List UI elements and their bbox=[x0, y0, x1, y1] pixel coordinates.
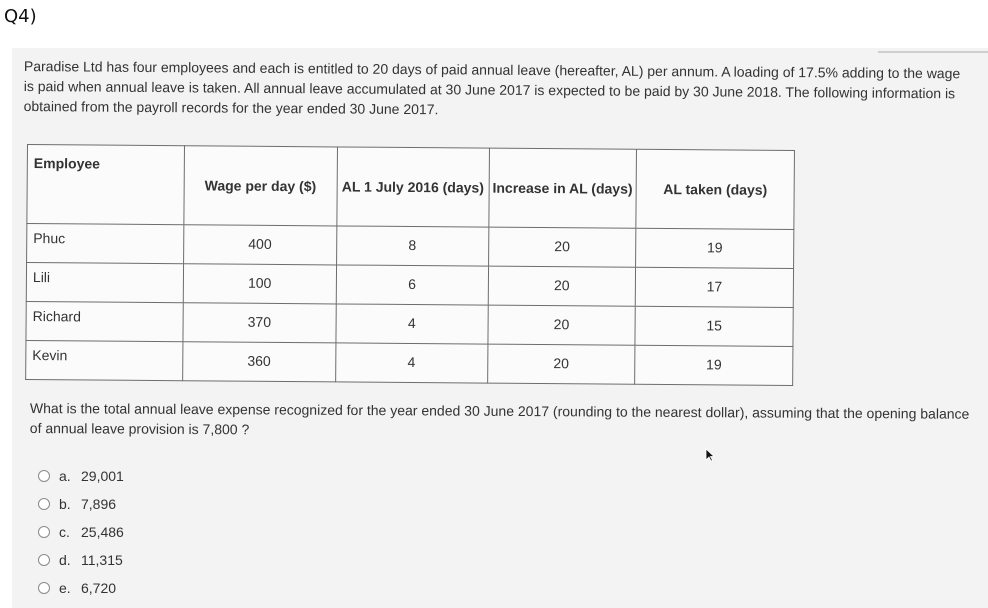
cell-al-increase: 20 bbox=[488, 305, 636, 345]
option-text: 11,315 bbox=[81, 552, 123, 568]
radio-button[interactable] bbox=[38, 498, 50, 510]
option-text: 6,720 bbox=[81, 580, 117, 596]
page-edge-line bbox=[878, 51, 988, 53]
option-text: 7,896 bbox=[81, 496, 117, 512]
payroll-table bbox=[25, 144, 795, 386]
cell-al-taken: 19 bbox=[635, 345, 793, 385]
cell-al-increase: 20 bbox=[488, 227, 636, 267]
table-row bbox=[26, 263, 793, 308]
header-al-opening: AL 1 July 2016 (days) bbox=[337, 147, 490, 227]
radio-button[interactable] bbox=[38, 582, 50, 594]
header-al-increase: Increase in AL (days) bbox=[489, 148, 637, 228]
answer-option-b[interactable] bbox=[38, 490, 124, 518]
table-row bbox=[26, 340, 793, 385]
option-letter: c. bbox=[59, 524, 70, 540]
cell-al-opening: 8 bbox=[336, 226, 488, 266]
header-wage: Wage per day ($) bbox=[184, 146, 337, 226]
header-al-taken: AL taken (days) bbox=[636, 149, 794, 229]
cell-al-taken: 19 bbox=[636, 228, 794, 268]
cell-al-opening: 6 bbox=[336, 265, 488, 305]
answer-option-c[interactable] bbox=[38, 518, 124, 546]
option-letter: d. bbox=[59, 552, 71, 568]
answer-options bbox=[38, 462, 124, 602]
option-text: 29,001 bbox=[81, 468, 124, 484]
mouse-pointer-icon bbox=[705, 448, 715, 462]
question-intro: Paradise Ltd has four employees and each is entitled to 20 days of paid annual leave (hereafter, AL) per annum. A loading of 17.5% adding to the wage is paid when annual leave is taken. All annual leave accumulated at 30 June 2017 is expected to be paid by 30 June 2018. The following information is obtained from the payroll records for the year ended 30 June 2017. bbox=[23, 57, 961, 118]
radio-button[interactable] bbox=[38, 554, 50, 566]
cell-al-taken: 15 bbox=[635, 306, 793, 346]
cell-al-increase: 20 bbox=[487, 344, 635, 384]
cell-al-opening: 4 bbox=[336, 304, 488, 344]
radio-button[interactable] bbox=[38, 526, 50, 538]
option-letter: a. bbox=[59, 468, 71, 484]
answer-option-e[interactable] bbox=[38, 574, 124, 602]
option-letter: b. bbox=[59, 496, 71, 512]
question-photo bbox=[12, 48, 988, 608]
cell-wage: 100 bbox=[183, 264, 336, 304]
cell-al-increase: 20 bbox=[488, 266, 636, 306]
answer-option-d[interactable] bbox=[38, 546, 124, 574]
cell-employee: Kevin bbox=[26, 340, 183, 380]
table-row bbox=[26, 301, 793, 346]
radio-button[interactable] bbox=[38, 470, 50, 482]
option-text: 25,486 bbox=[81, 524, 124, 540]
table-row bbox=[27, 224, 794, 269]
cell-employee: Richard bbox=[26, 301, 183, 341]
cell-wage: 400 bbox=[183, 225, 336, 265]
cell-wage: 370 bbox=[183, 303, 336, 343]
cell-wage: 360 bbox=[182, 342, 335, 382]
cell-al-opening: 4 bbox=[335, 343, 487, 383]
cell-al-taken: 17 bbox=[635, 267, 793, 307]
header-employee: Employee bbox=[27, 145, 184, 225]
option-letter: e. bbox=[59, 580, 71, 596]
cell-employee: Lili bbox=[26, 263, 183, 303]
cell-employee: Phuc bbox=[27, 224, 184, 264]
answer-option-a[interactable] bbox=[38, 462, 124, 490]
question-number: Q4) bbox=[4, 6, 37, 27]
question-prompt: What is the total annual leave expense recognized for the year ended 30 June 2017 (rounding to the nearest dollar), assuming that the opening balance of annual leave provision is 7,800 ? bbox=[29, 399, 970, 438]
table-header-row bbox=[27, 145, 795, 230]
